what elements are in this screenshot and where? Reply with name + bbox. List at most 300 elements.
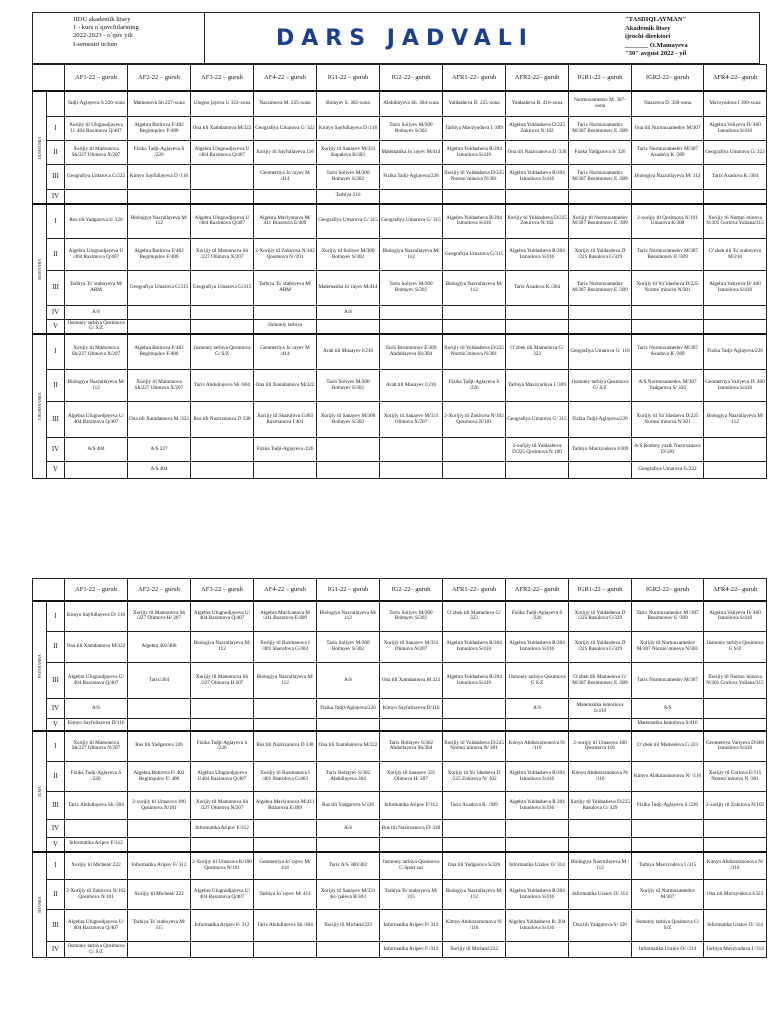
schedule-cell: Tarix Soliyev M/300 Boltayev S/302	[317, 632, 380, 663]
schedule-cell: Mamonova Sh 227-xona	[128, 91, 191, 117]
schedule-cell: Ona tili Nazirxanova D /330	[506, 141, 569, 165]
schedule-cell	[569, 942, 632, 958]
schedule-cell	[254, 190, 317, 204]
schedule-cell: Fizika Tadji-Aglayeva S /226	[632, 792, 704, 820]
semester-label: I-semestri uchun	[73, 40, 118, 48]
lesson-row	[33, 942, 767, 958]
schedule-cell: Xorijiy til Micheal/ 222	[65, 852, 128, 880]
schedule-cell: Ona tili Nurmuxamedov M/307	[632, 117, 704, 141]
schedule-cell: Kimyo Sayfullayeva D /116	[128, 165, 191, 190]
schedule-cell: Xorijiy til Sanayev M/331 Olimova X/207	[380, 402, 443, 438]
schedule-cell	[191, 942, 254, 958]
schedule-cell	[128, 306, 191, 320]
lesson-row	[33, 306, 767, 320]
day-label: JUMA	[33, 731, 47, 852]
schedule-cell	[317, 942, 380, 958]
schedule-cell: Xorijiy til Nurmuxamedov M/307	[632, 880, 704, 910]
schedule-cell: Xorijiy til Sanayev 331 Olimova H/ 207	[380, 762, 443, 792]
schedule-cell: Geometriya Jo`rayev M /414	[254, 165, 317, 190]
lesson-row	[33, 462, 767, 479]
schedule-cell: Geografiya Umarova G/ 222	[704, 141, 767, 165]
schedule-cell	[65, 820, 128, 838]
schedule-cell: Xorijiy til Yuldasheva D/225 Normo`minova N/301	[443, 165, 506, 190]
schedule-cell: Ulugno`jayeva U 322-xona	[191, 91, 254, 117]
lesson-row	[33, 820, 767, 838]
schedule-cell: Tarbiya To`xtaboyeva M/ 315	[128, 910, 191, 942]
schedule-cell: A/S	[65, 306, 128, 320]
page-gap	[0, 516, 768, 576]
group-header-row	[33, 579, 767, 601]
schedule-cell: Xorijiy til Mamonova Sh /227 Olimova X/207	[191, 239, 254, 271]
schedule-cell: Rus tili Nazirxanova D 330	[254, 731, 317, 762]
lesson-number: III	[47, 402, 65, 438]
schedule-cell: Tarix Boltayev S/302 Abdullayeva Sh/304	[380, 731, 443, 762]
schedule-cell: Algebra Ulugnodjayeva U /404 Raximova Q/407	[191, 141, 254, 165]
schedule-cell	[191, 165, 254, 190]
schedule-cell: Tarbiya To`xtaboyeva M/ ARM	[65, 271, 128, 306]
lesson-row	[33, 910, 767, 942]
schedule-cell: Xorijiy til Micheal/222	[317, 910, 380, 942]
schedule-cell: 2-Xorijiy til Zokirova N/102 Qosimova N/101	[443, 402, 506, 438]
schedule-cell: Arab tili Musayev I/216	[317, 334, 380, 370]
schedule-cell	[380, 719, 443, 731]
group-header: IGR1-22 – guruh	[569, 579, 632, 601]
schedule-cell: Geografiya Umarova G/315	[191, 271, 254, 306]
schedule-cell	[632, 820, 704, 838]
schedule-cell: Mavzyudova I 309-xona	[704, 91, 767, 117]
schedule-cell	[704, 190, 767, 204]
lesson-row	[33, 792, 767, 820]
schedule-cell	[65, 462, 128, 479]
schedule-cell: Geometriya Jo`rayev M /414	[254, 334, 317, 370]
schedule-cell: Algebra Yuldasheva R/204 Ismoilova S/416	[506, 165, 569, 190]
group-header: IG2-22– guruh	[380, 579, 443, 601]
schedule-cell: Biologiya Nazrullayeva M/ 112	[317, 601, 380, 632]
schedule-cell: Jismoniy tarbiya	[254, 320, 317, 334]
schedule-cell: Algebra Yuldasheva R/204 Ismoilova S/416	[443, 663, 506, 699]
schedule-cell: Ona tili Xamdamova M/322	[191, 117, 254, 141]
schedule-cell: Geometriya Jo`rayev M/ 414	[254, 852, 317, 880]
schedule-cell: 2-Xorijiy til Zokirova N/102 Qosimova N/101	[65, 880, 128, 910]
schedule-cell: Biologiya Nazrullayeva M/ 112	[443, 880, 506, 910]
schedule-cell: Xorijiy til Normo`minova N/301 Gorlova Yuliana/315	[704, 663, 767, 699]
schedule-cell: Geografiya Umarova G/315	[128, 271, 191, 306]
lesson-number: II	[47, 762, 65, 792]
schedule-cell: Jismoniy tarbiya Qosimova G/ S/Z	[65, 942, 128, 958]
schedule-cell: 2-Xorijiy til Umarova K/100 Qosimova N/101	[191, 852, 254, 880]
schedule-cell: Tarbiya To`xtaboyeva M/ ARM	[254, 271, 317, 306]
lesson-row	[33, 190, 767, 204]
schedule-cell	[443, 820, 506, 838]
schedule-cell	[191, 699, 254, 719]
schedule-cell: Tarix Soliyev M/300 Boltayev S/302	[317, 370, 380, 402]
lesson-number: IV	[47, 699, 65, 719]
schedule-cell: Informatika Uralov O/ 314	[569, 880, 632, 910]
schedule-cell	[443, 306, 506, 320]
timetable-top	[32, 64, 767, 479]
schedule-cell: Rus tili Nazirxanova D 330	[191, 402, 254, 438]
schedule-cell: 2-xorijiy til Yuldasheva D/225 Qosimova N 100	[506, 438, 569, 462]
schedule-cell: Informatika Uralov O/ 314	[704, 910, 767, 942]
schedule-cell: Narzimova M. 225-xona	[254, 91, 317, 117]
lesson-number: I	[47, 601, 65, 632]
schedule-cell	[191, 838, 254, 852]
lesson-number: IV	[47, 306, 65, 320]
corner-cell	[33, 65, 65, 91]
day-label: SHANBA	[33, 852, 47, 958]
schedule-cell: Matematika Jo`rayev M/414	[380, 141, 443, 165]
schedule-cell	[506, 820, 569, 838]
schedule-cell: Informatika Aripov F/ 312	[191, 910, 254, 942]
group-header: IG1-22 – guruh	[317, 579, 380, 601]
schedule-cell	[128, 190, 191, 204]
schedule-cell: Algebra Ulugnodjayeva U /404 Raximova Q/407	[65, 239, 128, 271]
lesson-number	[47, 91, 65, 117]
schedule-cell	[443, 838, 506, 852]
schedule-cell: Kimyo Sayfullayeva D/116	[65, 719, 128, 731]
schedule-cell	[317, 838, 380, 852]
timetable-bottom	[32, 578, 767, 958]
schedule-cell	[317, 320, 380, 334]
schedule-cell: A/S	[506, 699, 569, 719]
schedule-cell: A/S	[632, 699, 704, 719]
lesson-number: V	[47, 462, 65, 479]
schedule-cell	[704, 306, 767, 320]
lesson-number: II	[47, 141, 65, 165]
schedule-cell	[254, 699, 317, 719]
schedule-cell: Matematika Ismoilova S/416	[569, 699, 632, 719]
schedule-cell: Rus tili Yadgarova S/326	[317, 792, 380, 820]
group-header-row	[33, 65, 767, 91]
schedule-cell	[443, 719, 506, 731]
group-header: AFR2-22– guruh	[506, 579, 569, 601]
schedule-cell: Xorijiy til Mamonova Sh /227 Olimova H 207	[191, 663, 254, 699]
schedule-cell: Tarbiya 216	[317, 190, 380, 204]
schedule-cell: Biologiya Nazrullayeva M/ 112	[632, 165, 704, 190]
schedule-cell: Xorijiy til Sanayev M/331 Kapalova B/303	[317, 141, 380, 165]
schedule-cell: O`zbek tili Mamedova G/ 323	[443, 601, 506, 632]
schedule-cell: Tarix Soliyev M/300 Boltayev S/302	[317, 165, 380, 190]
schedule-cell: Xorijiy til Micheal/ 222	[128, 880, 191, 910]
lesson-row	[33, 632, 767, 663]
schedule-cell: Kimyo Abduraxmonova N/ /116	[506, 731, 569, 762]
schedule-cell	[632, 838, 704, 852]
corner-cell	[33, 579, 65, 601]
schedule-cell: Algebra Yuldasheva R/204 Ismoilova S/416	[443, 204, 506, 239]
institute-name: JIDU akademik litsey	[73, 16, 131, 23]
lesson-row	[33, 852, 767, 880]
schedule-cell: Tarix Nurmuxamedov M/307 Axadova K /309	[632, 334, 704, 370]
schedule-cell	[380, 306, 443, 320]
schedule-cell	[569, 838, 632, 852]
schedule-cell	[569, 462, 632, 479]
schedule-cell: Algebra Ulugnodjayeva U/ 404 Raximova Q/407	[191, 601, 254, 632]
group-header: AF2-22 – guruh	[128, 579, 191, 601]
schedule-cell: 2-Xorijiy til Zokirova N/102 Qosimova N /101	[254, 239, 317, 271]
schedule-cell: Xorijiy til Mamonova Sh/227 Olimova X/207	[65, 141, 128, 165]
schedule-cell: Ona tili Mavzyudova I/323	[704, 880, 767, 910]
group-header: AF2-22 – guruh	[128, 65, 191, 91]
schedule-cell: Informatika Aripov F/312	[65, 838, 128, 852]
lesson-row	[33, 370, 767, 402]
schedule-cell: Tarix Abdullayeva Sh /304	[254, 910, 317, 942]
lesson-row	[33, 438, 767, 462]
schedule-cell: Tarix Soliyev M/300 Boltayev S/302	[380, 271, 443, 306]
schedule-cell	[254, 942, 317, 958]
schedule-cell: 2-xorijiy til Qosimova N/101 Umarova K/300	[632, 204, 704, 239]
schedule-cell	[506, 190, 569, 204]
lesson-row	[33, 271, 767, 306]
schedule-cell: Xorijiy til Normo`minova N/301 Gorlova Yuliana/315	[704, 204, 767, 239]
schedule-cell	[128, 942, 191, 958]
schedule-cell: Matematika Ismoilova S/416	[632, 719, 704, 731]
schedule-cell	[380, 438, 443, 462]
schedule-cell: Xorijiy til Yuldasheva D/225 Rasulova G/ 329	[569, 792, 632, 820]
lesson-number: I	[47, 204, 65, 239]
schedule-cell: 2-xorijiy til Umarova 100 Qosimova N/101	[128, 792, 191, 820]
schedule-cell: Yuldasheva D. 225-xona	[443, 91, 506, 117]
schedule-cell: Algebra Mavlyanova M /411 Bozorova E/409	[254, 601, 317, 632]
schedule-cell: Geometriya Valiyeva D/ 400 Ismoilova S/416	[704, 370, 767, 402]
lesson-row	[33, 141, 767, 165]
lesson-number: III	[47, 271, 65, 306]
schedule-cell: Geografiya Umarova G/ 315	[506, 402, 569, 438]
group-header: AF4-22 – guruh	[254, 65, 317, 91]
schedule-cell	[191, 438, 254, 462]
schedule-cell: O`zbek tili To`xtaboyeva M/216	[704, 239, 767, 271]
schedule-cell: 2-xorijiy til Zokirova N/102	[704, 792, 767, 820]
schedule-cell: Xorijiy til Mamonova Sh /227 Olimova H/ 207	[128, 601, 191, 632]
schedule-cell: Biologiya Nazrullayeva M/ 112	[191, 632, 254, 663]
schedule-cell: Tarix Abdullayeva Sh /304	[191, 370, 254, 402]
group-header: AF3-22 – guruh	[191, 579, 254, 601]
lesson-number: III	[47, 663, 65, 699]
schedule-cell: Ona tili Xamdamova M 322	[380, 663, 443, 699]
schedule-cell: Algebra Mavlyanova M/411 Bozorova E/409	[254, 792, 317, 820]
lesson-number: V	[47, 320, 65, 334]
schedule-cell: O`zbek tili Mamedova G/ M/307 Bosimtonov E /309	[569, 663, 632, 699]
lesson-row	[33, 165, 767, 190]
schedule-cell: Fizika Tadji-Aglayeva/226	[380, 165, 443, 190]
schedule-cell: Xorijiy til Sanayev M/331 Ko`paleva B/303	[317, 880, 380, 910]
lesson-number: IV	[47, 820, 65, 838]
schedule-cell: Algebra Ulugnodjayeva U/ 404 Raximova Q/407	[65, 910, 128, 942]
lesson-number: II	[47, 632, 65, 663]
schedule-cell: Biologiya Nazrullayeva M/ 112	[254, 663, 317, 699]
lesson-number: I	[47, 852, 65, 880]
lesson-row	[33, 719, 767, 731]
day-label: SESHANBA	[33, 204, 47, 334]
schedule-cell: 2-xorijiy til Umarova 100 Qosimova 101	[569, 731, 632, 762]
approve-label: "TASDIQLAYMAN"	[625, 16, 687, 23]
schedule-cell: Informatika Aripov F /312	[380, 942, 443, 958]
schedule-cell	[443, 190, 506, 204]
schedule-cell: Tarix Nurmuxamedov M/307 Axadova K /309	[632, 141, 704, 165]
lesson-number: I	[47, 731, 65, 762]
schedule-cell: Algebra Yuldasheva R/204 Ismoilova S/416	[443, 632, 506, 663]
approver-name: _______ O.Mamayeva	[625, 41, 688, 49]
schedule-cell	[191, 719, 254, 731]
lesson-row	[33, 204, 767, 239]
schedule-cell: Jismoniy tarbiya Qosimova G/ S/Z	[632, 910, 704, 942]
schedule-cell: Algebra Yuldasheva R/204 Ismoilova S/416	[506, 880, 569, 910]
schedule-cell: Xorijiy til Yo`ldosheva D/225 Normo`minova N/301	[632, 271, 704, 306]
schedule-cell	[317, 719, 380, 731]
schedule-cell	[704, 820, 767, 838]
schedule-cell	[254, 820, 317, 838]
approver-role-2: ijrochi direktori	[625, 33, 671, 41]
lesson-row	[33, 117, 767, 141]
lesson-number: I	[47, 334, 65, 370]
group-header: IGR1-22 – guruh	[569, 65, 632, 91]
schedule-cell: Xorijiy til Sanayev M/300 Boltayev S/302	[317, 402, 380, 438]
schedule-cell: Algebra Yuldasheva R/ 204 Ismoilova S/416	[506, 910, 569, 942]
schedule-cell: Fizika Tadji-Aglayeva /226	[254, 438, 317, 462]
schedule-cell: Fizika Tadji-Aglayeva S /226	[443, 370, 506, 402]
day-label: PAYSHANBA	[33, 601, 47, 731]
schedule-cell: Abdullayeva Sh. 304-xona	[380, 91, 443, 117]
schedule-cell: Jismoniy tarbiya Qosimova G Sport zal	[380, 852, 443, 880]
schedule-cell	[128, 820, 191, 838]
schedule-cell: O`zbek tili Mamedova G 323	[632, 731, 704, 762]
schedule-cell: Rus tili Nazirxanova D/ 330	[380, 820, 443, 838]
schedule-cell	[704, 462, 767, 479]
schedule-cell: Ona tili Yadgarova S/326	[443, 852, 506, 880]
schedule-cell: Xorijiy til Yuldasheva D /225 Rasulova G/329	[569, 601, 632, 632]
schedule-cell: Informatika Aripov F/312	[380, 792, 443, 820]
schedule-cell: Biologiya Nazrullayeva M/ 112	[380, 239, 443, 271]
group-header: IGR2-22– guruh	[632, 65, 704, 91]
schedule-cell: Tarix Soliyev M/300 Boltayev S/302	[380, 601, 443, 632]
schedule-cell: Xorijiy til Yo`ldosheva D /225 Zokirova N/ 102	[443, 762, 506, 792]
schedule-cell: Algebra Ulugnodjayeva U/ 404 Raximova Q/407	[65, 663, 128, 699]
schedule-cell	[569, 719, 632, 731]
group-header: AFR1-22– guruh	[443, 579, 506, 601]
schedule-cell: Xorijiy til Yuldasheva D/225 Normo`minova N/301	[443, 334, 506, 370]
schedule-cell: Tarix Nurmuxamedov M/307 Bosimtonov E /309	[632, 239, 704, 271]
schedule-cell: Geografiya Umarova G/ 315	[380, 204, 443, 239]
schedule-cell: Xorijiy til Yuldasheva D/225 Zokirova N/102	[506, 204, 569, 239]
schedule-cell	[65, 190, 128, 204]
academic-year: 2022-2023 - o`quv yili	[73, 32, 133, 40]
schedule-cell: Tarix Boltayev S/302 Abdullayeva 304	[317, 762, 380, 792]
lesson-number: III	[47, 910, 65, 942]
schedule-cell: Fizika Yadgarova S/ 326	[569, 141, 632, 165]
course-label: 1 - kurs o`quvchilarining	[73, 24, 139, 32]
schedule-cell: Xorijiy til Yuldasheva D/225 Normo`minova N/ 301	[443, 731, 506, 762]
approval-block	[603, 13, 759, 63]
day-label: DUSHANBA	[33, 91, 47, 204]
schedule-cell	[317, 438, 380, 462]
schedule-cell	[506, 462, 569, 479]
schedule-cell: Xorijiy til Yuldasheva D /225 Rasulova G/329	[569, 632, 632, 663]
schedule-cell: Informatika Uralov O/ 314	[506, 852, 569, 880]
schedule-cell: Ona tili Yadgarova S/ 326	[569, 910, 632, 942]
schedule-cell: Kimyo Sayfullayeva D/ 116	[65, 601, 128, 632]
schedule-cell: Informatika Aripov F/ 312	[380, 910, 443, 942]
schedule-cell: Algebra Botirova F/402 Begimqulov F/406	[128, 334, 191, 370]
schedule-cell: Tarix Axadova K./304	[506, 271, 569, 306]
schedule-cell: Xorijiy til Yuldasheva D /225 Rasulova G/329	[569, 239, 632, 271]
schedule-cell	[704, 699, 767, 719]
lesson-row	[33, 838, 767, 852]
schedule-cell: Bolayev S. 302-xona	[317, 91, 380, 117]
schedule-cell	[254, 838, 317, 852]
schedule-cell: Geografiya Umarova G/222	[65, 165, 128, 190]
schedule-cell: Xorijiy til Yo`ldosheva D/225 Normo`minova N/301	[632, 402, 704, 438]
schedule-cell: A/S	[317, 663, 380, 699]
schedule-cell	[506, 306, 569, 320]
schedule-cell: Tarix Nurmuxamedov M/307	[632, 663, 704, 699]
schedule-cell	[506, 838, 569, 852]
schedule-cell	[632, 306, 704, 320]
schedule-cell: Tarix Abdullayeva Sh /304	[65, 792, 128, 820]
schedule-cell	[704, 320, 767, 334]
schedule-cell: Biologiya Nazrullayeva M/ 112	[65, 370, 128, 402]
schedule-cell	[443, 438, 506, 462]
institute-block	[33, 13, 205, 63]
schedule-cell: Ona tili Xamdamova M /322	[128, 402, 191, 438]
lesson-number: IV	[47, 942, 65, 958]
schedule-cell	[254, 306, 317, 320]
schedule-cell	[506, 320, 569, 334]
schedule-cell	[380, 462, 443, 479]
schedule-cell: Geografiya Umarova G/ 322	[254, 117, 317, 141]
schedule-cell: Informatika Aripov F/312	[191, 820, 254, 838]
schedule-cell: Xorijiy til Sayfullayeva 116	[254, 141, 317, 165]
schedule-cell: Algebra Yuldasheva R 204 Ismoilova S/416	[506, 792, 569, 820]
group-header: AF4-22 – guruh	[254, 579, 317, 601]
schedule-cell: Xorijiy til Nurmuxamedov M/307 Bosimtonov E /309	[569, 204, 632, 239]
schedule-cell: Tarbiya To`xtaboyeva M/ 315	[380, 880, 443, 910]
schedule-cell	[569, 190, 632, 204]
schedule-cell: Tarix Soliyev M/300 Boltayev S/302	[380, 117, 443, 141]
approve-date: "30" avgust 2022 - yil	[625, 50, 687, 58]
schedule-cell: Kimyo Abduraxmonova N/ /116	[632, 762, 704, 792]
schedule-cell: Xorijiy til Gorlova E/115 Normo`minova N /301	[704, 762, 767, 792]
schedule-cell	[191, 462, 254, 479]
lesson-number: IV	[47, 438, 65, 462]
group-header: AF3-22 – guruh	[191, 65, 254, 91]
lesson-number: I	[47, 117, 65, 141]
schedule-cell: Tarbiya Mavzyudova I /315	[632, 852, 704, 880]
schedule-cell: Rus tili Yadgarova 326	[128, 731, 191, 762]
group-header: AFR4-22– guruh	[704, 579, 767, 601]
schedule-cell: A/S Nurmuxamedov M/307 Yadgarova S/ 326	[632, 370, 704, 402]
schedule-cell: Tarbiya Mavzyudova I /309	[506, 370, 569, 402]
schedule-cell: A/S	[317, 820, 380, 838]
schedule-cell: Informatika Uralov O/ /314	[632, 942, 704, 958]
schedule-cell	[632, 190, 704, 204]
approver-role: Akademik litsey	[625, 24, 671, 32]
schedule-cell	[128, 719, 191, 731]
lesson-row	[33, 239, 767, 271]
schedule-cell	[191, 306, 254, 320]
schedule-cell	[632, 320, 704, 334]
lesson-number: V	[47, 838, 65, 852]
schedule-cell: Algebra Yuldasheva R/204 Ismoilova S/416	[443, 141, 506, 165]
schedule-cell: Geometriya Valiyeva D/400 Ismoilova S/416	[704, 731, 767, 762]
schedule-cell: Ona tili Xamdamova M/322	[65, 632, 128, 663]
schedule-cell: Xorijiy til Raxmanova I /401 Sharofova G/403	[254, 762, 317, 792]
group-header: AF1-22 – guruh	[65, 579, 128, 601]
schedule-cell	[380, 320, 443, 334]
group-header: IG1-22 – guruh	[317, 65, 380, 91]
group-header: AF1-22 – guruh	[65, 65, 128, 91]
schedule-cell: Jismoniy tarbiya Qosimova G S/Z	[704, 632, 767, 663]
schedule-cell: Xorijiy til Sanayev M/331 Olimova N/207	[380, 632, 443, 663]
schedule-cell: Tarix Nurmuxamedov M/307 Bosimtonov E /309	[569, 165, 632, 190]
